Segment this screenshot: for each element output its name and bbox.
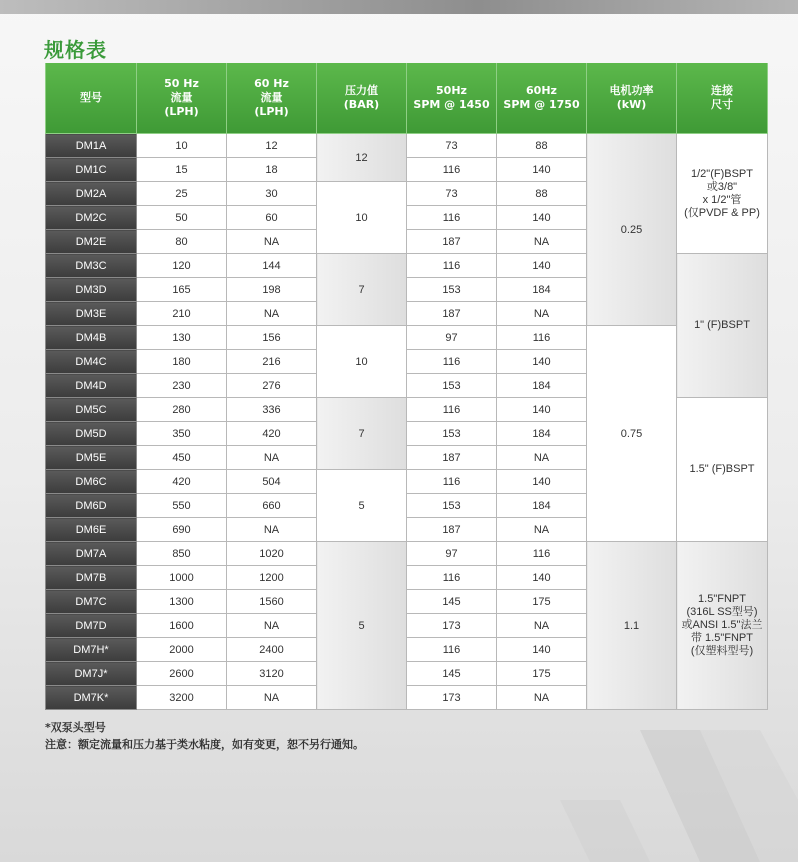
model-cell: DM7H*	[46, 638, 137, 662]
spm-60hz-cell: 175	[497, 590, 587, 614]
flow-50hz-cell: 450	[137, 446, 227, 470]
spm-60hz-cell: NA	[497, 302, 587, 326]
flow-50hz-cell: 420	[137, 470, 227, 494]
flow-50hz-cell: 50	[137, 206, 227, 230]
flow-60hz-cell: 1200	[227, 566, 317, 590]
spm-60hz-cell: 88	[497, 182, 587, 206]
header-line: 50Hz	[436, 84, 467, 97]
header-line: (kW)	[616, 98, 647, 111]
flow-50hz-cell: 850	[137, 542, 227, 566]
pressure-cell: 5	[317, 542, 407, 710]
model-cell: DM1C	[46, 158, 137, 182]
header-line: 流量	[260, 91, 283, 104]
model-cell: DM7K*	[46, 686, 137, 710]
connection-line: 1.5"FNPT	[698, 593, 746, 605]
flow-50hz-cell: 1600	[137, 614, 227, 638]
spm-50hz-cell: 97	[407, 542, 497, 566]
spm-50hz-cell: 116	[407, 470, 497, 494]
header-line: SPM @ 1450	[413, 98, 490, 111]
flow-60hz-cell: 1020	[227, 542, 317, 566]
pressure-cell: 7	[317, 398, 407, 470]
pressure-cell: 10	[317, 326, 407, 398]
spm-50hz-cell: 73	[407, 182, 497, 206]
flow-60hz-cell: 3120	[227, 662, 317, 686]
spm-50hz-cell: 116	[407, 206, 497, 230]
model-cell: DM2A	[46, 182, 137, 206]
flow-50hz-cell: 165	[137, 278, 227, 302]
connection-line: 1.5" (F)BSPT	[689, 463, 755, 475]
top-banner	[0, 0, 798, 14]
header-flow-50hz	[137, 63, 227, 134]
spm-50hz-cell: 145	[407, 662, 497, 686]
spm-60hz-cell: 116	[497, 326, 587, 350]
spm-50hz-cell: 173	[407, 614, 497, 638]
spm-50hz-cell: 116	[407, 158, 497, 182]
header-line: (BAR)	[343, 98, 380, 111]
spm-50hz-cell: 97	[407, 326, 497, 350]
flow-60hz-cell: 420	[227, 422, 317, 446]
model-cell: DM5E	[46, 446, 137, 470]
flow-60hz-cell: NA	[227, 302, 317, 326]
header-line: 50 Hz	[164, 77, 199, 90]
flow-60hz-cell: 216	[227, 350, 317, 374]
header-motor-power	[587, 63, 677, 134]
spm-50hz-cell: 187	[407, 446, 497, 470]
model-cell: DM7C	[46, 590, 137, 614]
flow-60hz-cell: 198	[227, 278, 317, 302]
flow-50hz-cell: 3200	[137, 686, 227, 710]
footnote-disclaimer: 注意：额定流量和压力基于类水粘度，如有变更，恕不另行通知。	[45, 738, 364, 751]
spm-60hz-cell: 88	[497, 134, 587, 158]
flow-50hz-cell: 80	[137, 230, 227, 254]
model-cell: DM6E	[46, 518, 137, 542]
spm-60hz-cell: 140	[497, 158, 587, 182]
flow-60hz-cell: 276	[227, 374, 317, 398]
motor-power-cell: 0.75	[587, 326, 677, 542]
spm-60hz-cell: NA	[497, 230, 587, 254]
motor-power-cell: 0.25	[587, 134, 677, 326]
table-row	[46, 326, 768, 350]
header-pressure	[317, 63, 407, 134]
connection-size-cell	[677, 134, 768, 254]
flow-60hz-cell: 30	[227, 182, 317, 206]
spm-60hz-cell: NA	[497, 518, 587, 542]
pressure-cell: 5	[317, 470, 407, 542]
model-cell: DM5D	[46, 422, 137, 446]
flow-50hz-cell: 2600	[137, 662, 227, 686]
spm-50hz-cell: 173	[407, 686, 497, 710]
spm-60hz-cell: 175	[497, 662, 587, 686]
spm-60hz-cell: 140	[497, 206, 587, 230]
spm-60hz-cell: NA	[497, 614, 587, 638]
spm-50hz-cell: 187	[407, 518, 497, 542]
flow-60hz-cell: NA	[227, 230, 317, 254]
spm-60hz-cell: 140	[497, 638, 587, 662]
flow-50hz-cell: 1000	[137, 566, 227, 590]
flow-50hz-cell: 1300	[137, 590, 227, 614]
flow-50hz-cell: 25	[137, 182, 227, 206]
pressure-cell: 7	[317, 254, 407, 326]
connection-line: 1/2"(F)BSPT	[691, 167, 753, 180]
spm-50hz-cell: 153	[407, 374, 497, 398]
spm-60hz-cell: 184	[497, 278, 587, 302]
header-line: SPM @ 1750	[503, 98, 580, 111]
flow-60hz-cell: 12	[227, 134, 317, 158]
connection-line: 带 1.5"FNPT	[691, 632, 753, 644]
flow-50hz-cell: 15	[137, 158, 227, 182]
connection-line: (仅PVDF & PP)	[684, 206, 760, 219]
model-cell: DM6D	[46, 494, 137, 518]
header-line: 流量	[170, 91, 193, 104]
connection-line: x 1/2"管	[702, 193, 742, 206]
flow-60hz-cell: NA	[227, 446, 317, 470]
flow-60hz-cell: 1560	[227, 590, 317, 614]
spm-60hz-cell: 140	[497, 566, 587, 590]
model-cell: DM3C	[46, 254, 137, 278]
model-cell: DM5C	[46, 398, 137, 422]
header-line: 电机功率	[609, 84, 654, 97]
connection-size-cell	[677, 398, 768, 542]
flow-50hz-cell: 280	[137, 398, 227, 422]
flow-60hz-cell: 2400	[227, 638, 317, 662]
spm-50hz-cell: 187	[407, 302, 497, 326]
spm-60hz-cell: 184	[497, 374, 587, 398]
spm-60hz-cell: 140	[497, 254, 587, 278]
flow-60hz-cell: 156	[227, 326, 317, 350]
spm-50hz-cell: 145	[407, 590, 497, 614]
connection-line: 或3/8"	[706, 180, 738, 193]
flow-50hz-cell: 350	[137, 422, 227, 446]
model-cell: DM6C	[46, 470, 137, 494]
spm-50hz-cell: 116	[407, 350, 497, 374]
spm-50hz-cell: 153	[407, 494, 497, 518]
flow-50hz-cell: 690	[137, 518, 227, 542]
table-row	[46, 542, 768, 566]
table-row	[46, 134, 768, 158]
flow-60hz-cell: 60	[227, 206, 317, 230]
footnotes	[45, 719, 364, 753]
header-line: 60Hz	[526, 84, 557, 97]
spm-60hz-cell: NA	[497, 446, 587, 470]
model-cell: DM4B	[46, 326, 137, 350]
spm-50hz-cell: 116	[407, 566, 497, 590]
flow-50hz-cell: 10	[137, 134, 227, 158]
flow-60hz-cell: 144	[227, 254, 317, 278]
flow-50hz-cell: 130	[137, 326, 227, 350]
model-cell: DM7A	[46, 542, 137, 566]
spm-60hz-cell: 116	[497, 542, 587, 566]
model-cell: DM7D	[46, 614, 137, 638]
header-spm-60hz	[497, 63, 587, 134]
table-header-row	[46, 63, 768, 134]
model-cell: DM3E	[46, 302, 137, 326]
model-cell: DM1A	[46, 134, 137, 158]
flow-50hz-cell: 230	[137, 374, 227, 398]
connection-size-cell	[677, 542, 768, 710]
flow-60hz-cell: 18	[227, 158, 317, 182]
flow-50hz-cell: 210	[137, 302, 227, 326]
flow-50hz-cell: 120	[137, 254, 227, 278]
header-line: (LPH)	[254, 105, 289, 118]
spm-50hz-cell: 153	[407, 422, 497, 446]
spm-60hz-cell: 184	[497, 422, 587, 446]
model-cell: DM7J*	[46, 662, 137, 686]
header-line: 连接	[711, 84, 733, 97]
flow-60hz-cell: NA	[227, 518, 317, 542]
header-line: 60 Hz	[254, 77, 289, 90]
pressure-cell: 10	[317, 182, 407, 254]
model-cell: DM7B	[46, 566, 137, 590]
flow-60hz-cell: 504	[227, 470, 317, 494]
connection-line: (316L SS型号)	[686, 606, 758, 618]
model-cell: DM4D	[46, 374, 137, 398]
spm-50hz-cell: 116	[407, 254, 497, 278]
flow-60hz-cell: NA	[227, 686, 317, 710]
spm-60hz-cell: 140	[497, 398, 587, 422]
header-flow-60hz	[227, 63, 317, 134]
page-title: 规格表	[44, 38, 107, 62]
header-model: 型号	[46, 63, 137, 134]
motor-power-cell: 1.1	[587, 542, 677, 710]
spm-60hz-cell: NA	[497, 686, 587, 710]
model-cell: DM3D	[46, 278, 137, 302]
header-line: (LPH)	[164, 105, 199, 118]
flow-50hz-cell: 180	[137, 350, 227, 374]
connection-line: (仅塑料型号)	[690, 645, 754, 657]
connection-size-cell	[677, 254, 768, 398]
header-spm-50hz	[407, 63, 497, 134]
spm-60hz-cell: 140	[497, 350, 587, 374]
connection-line: 或ANSI 1.5"法兰	[681, 619, 763, 631]
model-cell: DM4C	[46, 350, 137, 374]
spm-50hz-cell: 116	[407, 638, 497, 662]
flow-50hz-cell: 2000	[137, 638, 227, 662]
header-line: 压力值	[345, 84, 378, 97]
spm-50hz-cell: 153	[407, 278, 497, 302]
model-cell: DM2C	[46, 206, 137, 230]
footnote-dual-head: *双泵头型号	[45, 721, 106, 734]
spec-table	[45, 63, 768, 710]
flow-60hz-cell: NA	[227, 614, 317, 638]
flow-60hz-cell: 660	[227, 494, 317, 518]
connection-line: 1" (F)BSPT	[694, 319, 750, 331]
spm-50hz-cell: 73	[407, 134, 497, 158]
pressure-cell: 12	[317, 134, 407, 182]
header-connection-size	[677, 63, 768, 134]
flow-60hz-cell: 336	[227, 398, 317, 422]
spm-50hz-cell: 187	[407, 230, 497, 254]
spm-60hz-cell: 184	[497, 494, 587, 518]
spm-60hz-cell: 140	[497, 470, 587, 494]
model-cell: DM2E	[46, 230, 137, 254]
header-line: 尺寸	[711, 98, 733, 111]
flow-50hz-cell: 550	[137, 494, 227, 518]
spm-50hz-cell: 116	[407, 398, 497, 422]
